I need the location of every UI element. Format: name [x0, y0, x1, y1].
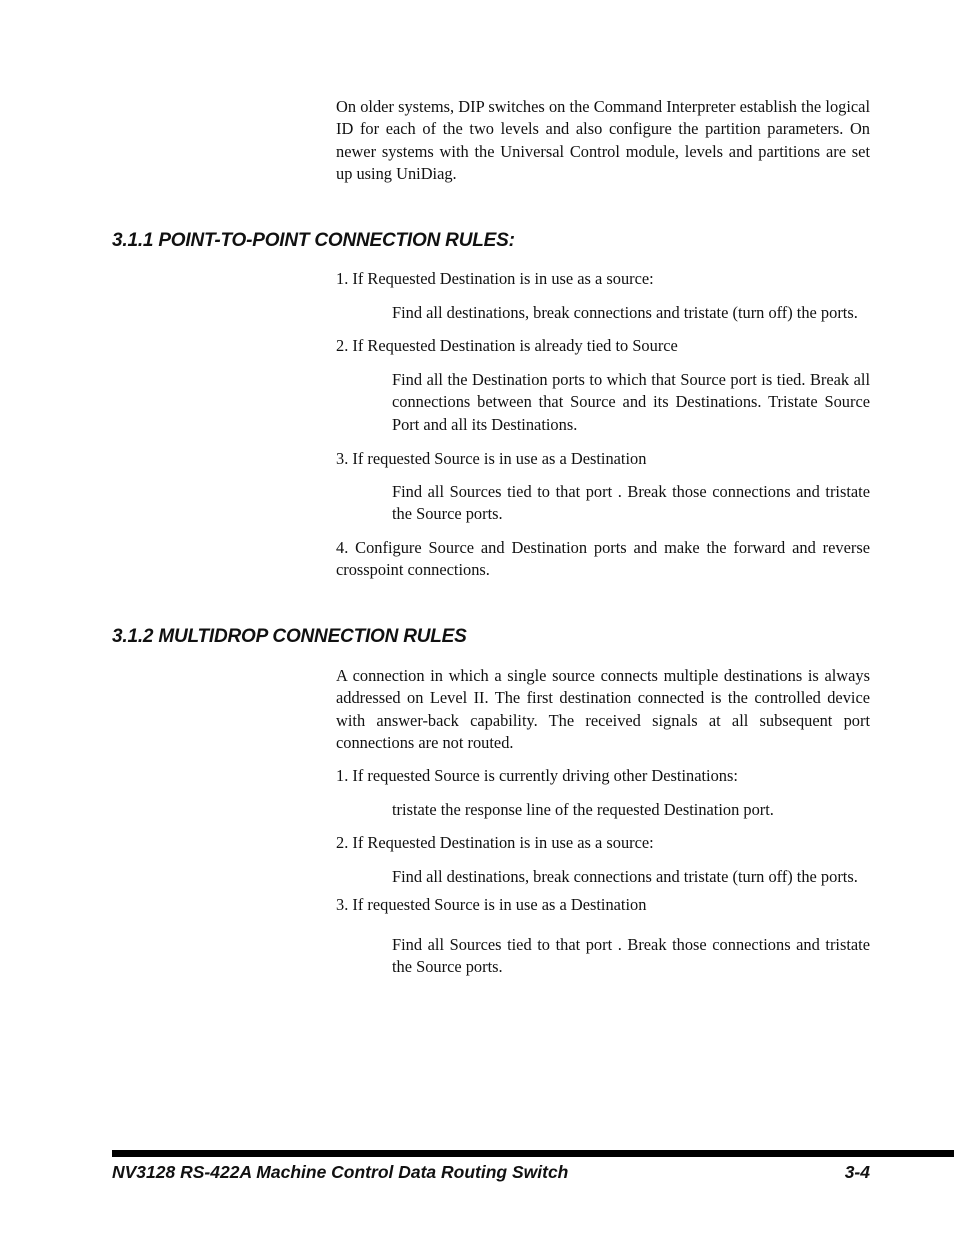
section-heading-point-to-point: 3.1.1 POINT-TO-POINT CONNECTION RULES: [112, 230, 515, 251]
intro-paragraph: On older systems, DIP switches on the Command Interpreter establish the logical ID for each of the two levels and also configure the partition parameters. On newer systems with the Universal Control module, levels and partitions are set up using UniDiag. [336, 97, 870, 184]
footer-title: NV3128 RS-422A Machine Control Data Routing Switch [112, 1162, 569, 1182]
footer-rule [112, 1150, 954, 1157]
multidrop-rule-2: 2. If Requested Destination is in use as a source: [336, 833, 654, 852]
p2p-rule-2-detail: Find all the Destination ports to which that Source port is tied. Break all connections between that Source and its Destinations. Tristate Source Port and all its Destinations. [392, 370, 870, 434]
p2p-rule-3-detail: Find all Sources tied to that port . Break those connections and tristate the Source ports. [392, 482, 870, 524]
p2p-rule-1-detail: Find all destinations, break connections and tristate (turn off) the ports. [392, 303, 858, 322]
multidrop-rule-1: 1. If requested Source is currently driving other Destinations: [336, 766, 738, 785]
p2p-rule-2: 2. If Requested Destination is already tied to Source [336, 336, 678, 355]
p2p-rule-3: 3. If requested Source is in use as a Destination [336, 449, 647, 468]
p2p-rule-1: 1. If Requested Destination is in use as a source: [336, 269, 654, 288]
multidrop-rule-3: 3. If requested Source is in use as a Destination [336, 895, 647, 914]
multidrop-rule-3-detail: Find all Sources tied to that port . Break those connections and tristate the Source ports. [392, 935, 870, 977]
multidrop-intro: A connection in which a single source connects multiple destinations is always addressed on Level II. The first destination connected is the controlled device with answer-back capability. The received signals at all subsequent port connections are not routed. [336, 666, 870, 753]
page-number: 3-4 [844, 1162, 870, 1182]
p2p-rule-4: 4. Configure Source and Destination ports and make the forward and reverse crosspoint connections. [336, 538, 870, 580]
multidrop-rule-1-detail: tristate the response line of the requested Destination port. [392, 800, 774, 819]
multidrop-rule-2-detail: Find all destinations, break connections and tristate (turn off) the ports. [392, 867, 858, 886]
section-heading-multidrop: 3.1.2 MULTIDROP CONNECTION RULES [112, 626, 467, 647]
